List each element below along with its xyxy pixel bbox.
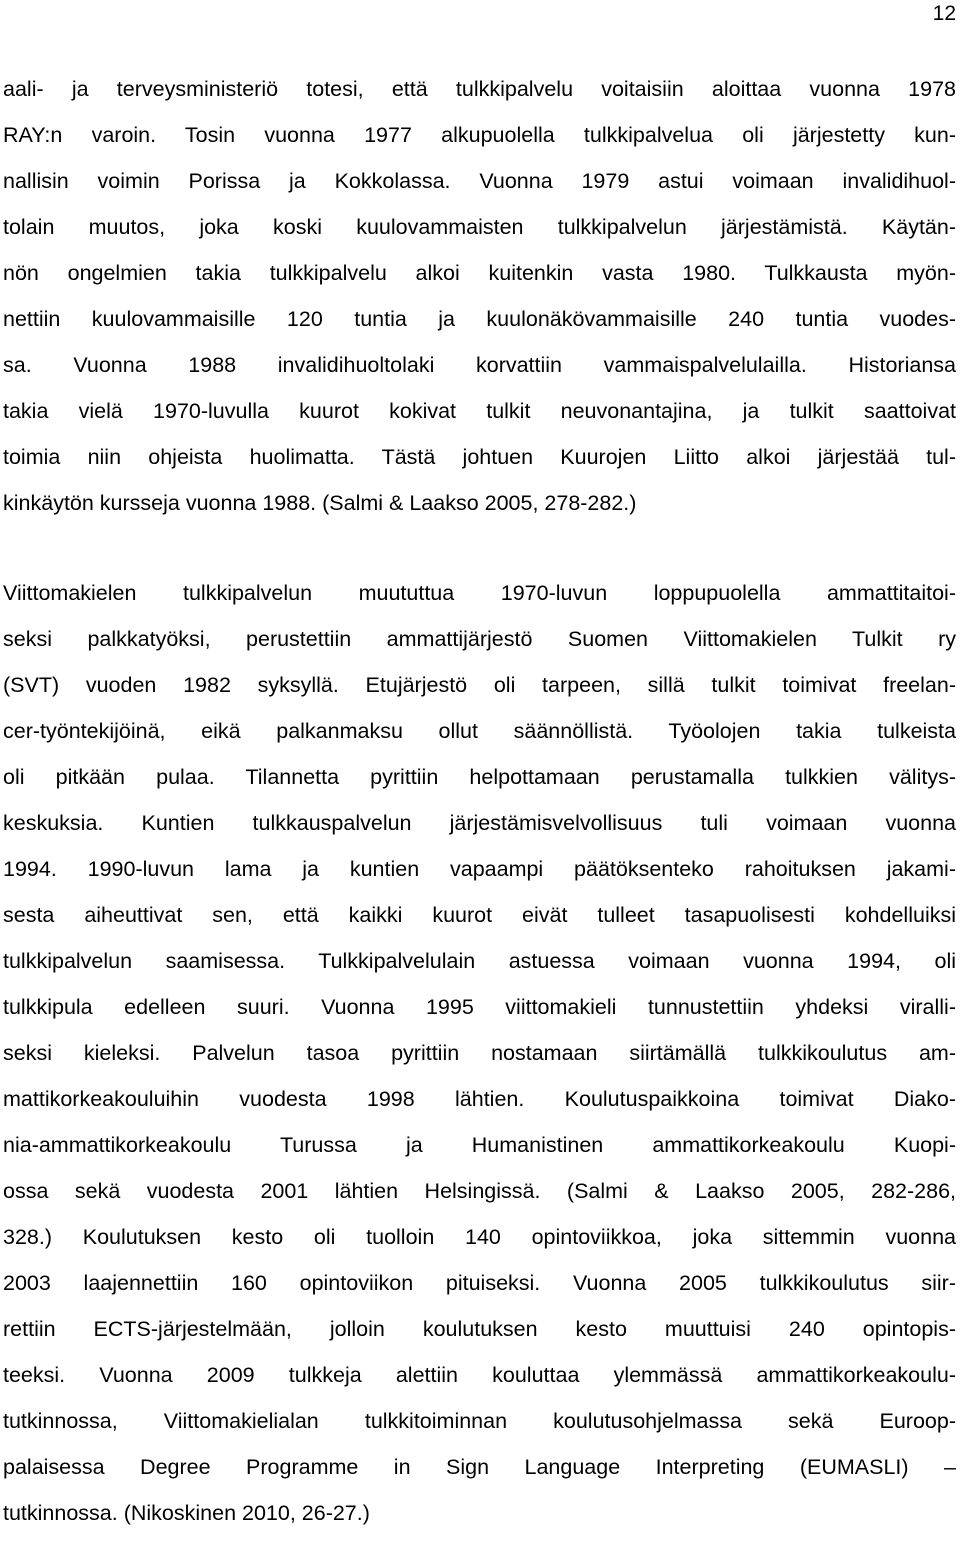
text-line: rettiin ECTS-järjestelmään, jolloin koulutuksen kesto muuttuisi 240 opintopis- — [3, 1317, 956, 1341]
text-line: 328.) Koulutuksen kesto oli tuolloin 140 opintoviikkoa, joka sittemmin vuonna — [3, 1225, 956, 1249]
text-line: palaisessa Degree Programme in Sign Language Interpreting (EUMASLI) – — [3, 1455, 956, 1479]
text-line: oli pitkään pulaa. Tilannetta pyrittiin helpottamaan perustamalla tulkkien välitys- — [3, 765, 956, 789]
text-line: aali- ja terveysministeriö totesi, että tulkkipalvelu voitaisiin aloittaa vuonna 1978 — [3, 77, 956, 101]
text-line: nia-ammattikorkeakoulu Turussa ja Humanistinen ammattikorkeakoulu Kuopi- — [3, 1133, 956, 1157]
text-line: Viittomakielen tulkkipalvelun muututtua 1970-luvun loppupuolella ammattitaitoi- — [3, 581, 956, 605]
text-line: cer-työntekijöinä, eikä palkanmaksu ollut säännöllistä. Työolojen takia tulkeista — [3, 719, 956, 743]
text-line: teeksi. Vuonna 2009 tulkkeja alettiin kouluttaa ylemmässä ammattikorkeakoulu- — [3, 1363, 956, 1387]
text-line: seksi kieleksi. Palvelun tasoa pyrittiin nostamaan siirtämällä tulkkikoulutus am- — [3, 1041, 956, 1065]
paragraph-gap — [3, 530, 956, 574]
text-line: 2003 laajennettiin 160 opintoviikon pituiseksi. Vuonna 2005 tulkkikoulutus siir- — [3, 1271, 956, 1295]
text-line: toimia niin ohjeista huolimatta. Tästä johtuen Kuurojen Liitto alkoi järjestää tul- — [3, 445, 956, 469]
text-line: tutkinnossa. (Nikoskinen 2010, 26-27.) — [3, 1501, 370, 1525]
text-line: tulkkipula edelleen suuri. Vuonna 1995 viittomakieli tunnustettiin yhdeksi viralli- — [3, 995, 956, 1019]
text-line: tulkkipalvelun saamisessa. Tulkkipalvelulain astuessa voimaan vuonna 1994, oli — [3, 949, 956, 973]
document-body — [3, 70, 956, 1540]
text-line: tutkinnossa, Viittomakielialan tulkkitoiminnan koulutusohjelmassa sekä Euroop- — [3, 1409, 956, 1433]
text-line: nallisin voimin Porissa ja Kokkolassa. Vuonna 1979 astui voimaan invalidihuol- — [3, 169, 956, 193]
text-line: 1994. 1990-luvun lama ja kuntien vapaampi päätöksenteko rahoituksen jakami- — [3, 857, 956, 881]
text-line: sa. Vuonna 1988 invalidihuoltolaki korvattiin vammaispalvelulailla. Historiansa — [3, 353, 956, 377]
text-line: tolain muutos, joka koski kuulovammaisten tulkkipalvelun järjestämistä. Käytän- — [3, 215, 956, 239]
paragraph-container — [3, 70, 956, 1540]
text-line: ossa sekä vuodesta 2001 lähtien Helsingissä. (Salmi & Laakso 2005, 282-286, — [3, 1179, 956, 1203]
page-number: 12 — [932, 2, 956, 25]
text-line: seksi palkkatyöksi, perustettiin ammattijärjestö Suomen Viittomakielen Tulkit ry — [3, 627, 956, 651]
paragraph — [3, 70, 956, 530]
text-line: (SVT) vuoden 1982 syksyllä. Etujärjestö oli tarpeen, sillä tulkit toimivat freelan- — [3, 673, 956, 697]
text-line: keskuksia. Kuntien tulkkauspalvelun järjestämisvelvollisuus tuli voimaan vuonna — [3, 811, 956, 835]
text-line: RAY:n varoin. Tosin vuonna 1977 alkupuolella tulkkipalvelua oli järjestetty kun- — [3, 123, 956, 147]
text-line: mattikorkeakouluihin vuodesta 1998 lähtien. Koulutuspaikkoina toimivat Diako- — [3, 1087, 956, 1111]
text-line: nettiin kuulovammaisille 120 tuntia ja kuulonäkövammaisille 240 tuntia vuodes- — [3, 307, 956, 331]
text-line: kinkäytön kursseja vuonna 1988. (Salmi & Laakso 2005, 278-282.) — [3, 491, 637, 515]
paragraph — [3, 574, 956, 1540]
text-line: sesta aiheuttivat sen, että kaikki kuurot eivät tulleet tasapuolisesti kohdelluiksi — [3, 903, 956, 927]
text-line: takia vielä 1970-luvulla kuurot kokivat tulkit neuvonantajina, ja tulkit saattoivat — [3, 399, 956, 423]
text-line: nön ongelmien takia tulkkipalvelu alkoi kuitenkin vasta 1980. Tulkkausta myön- — [3, 261, 956, 285]
